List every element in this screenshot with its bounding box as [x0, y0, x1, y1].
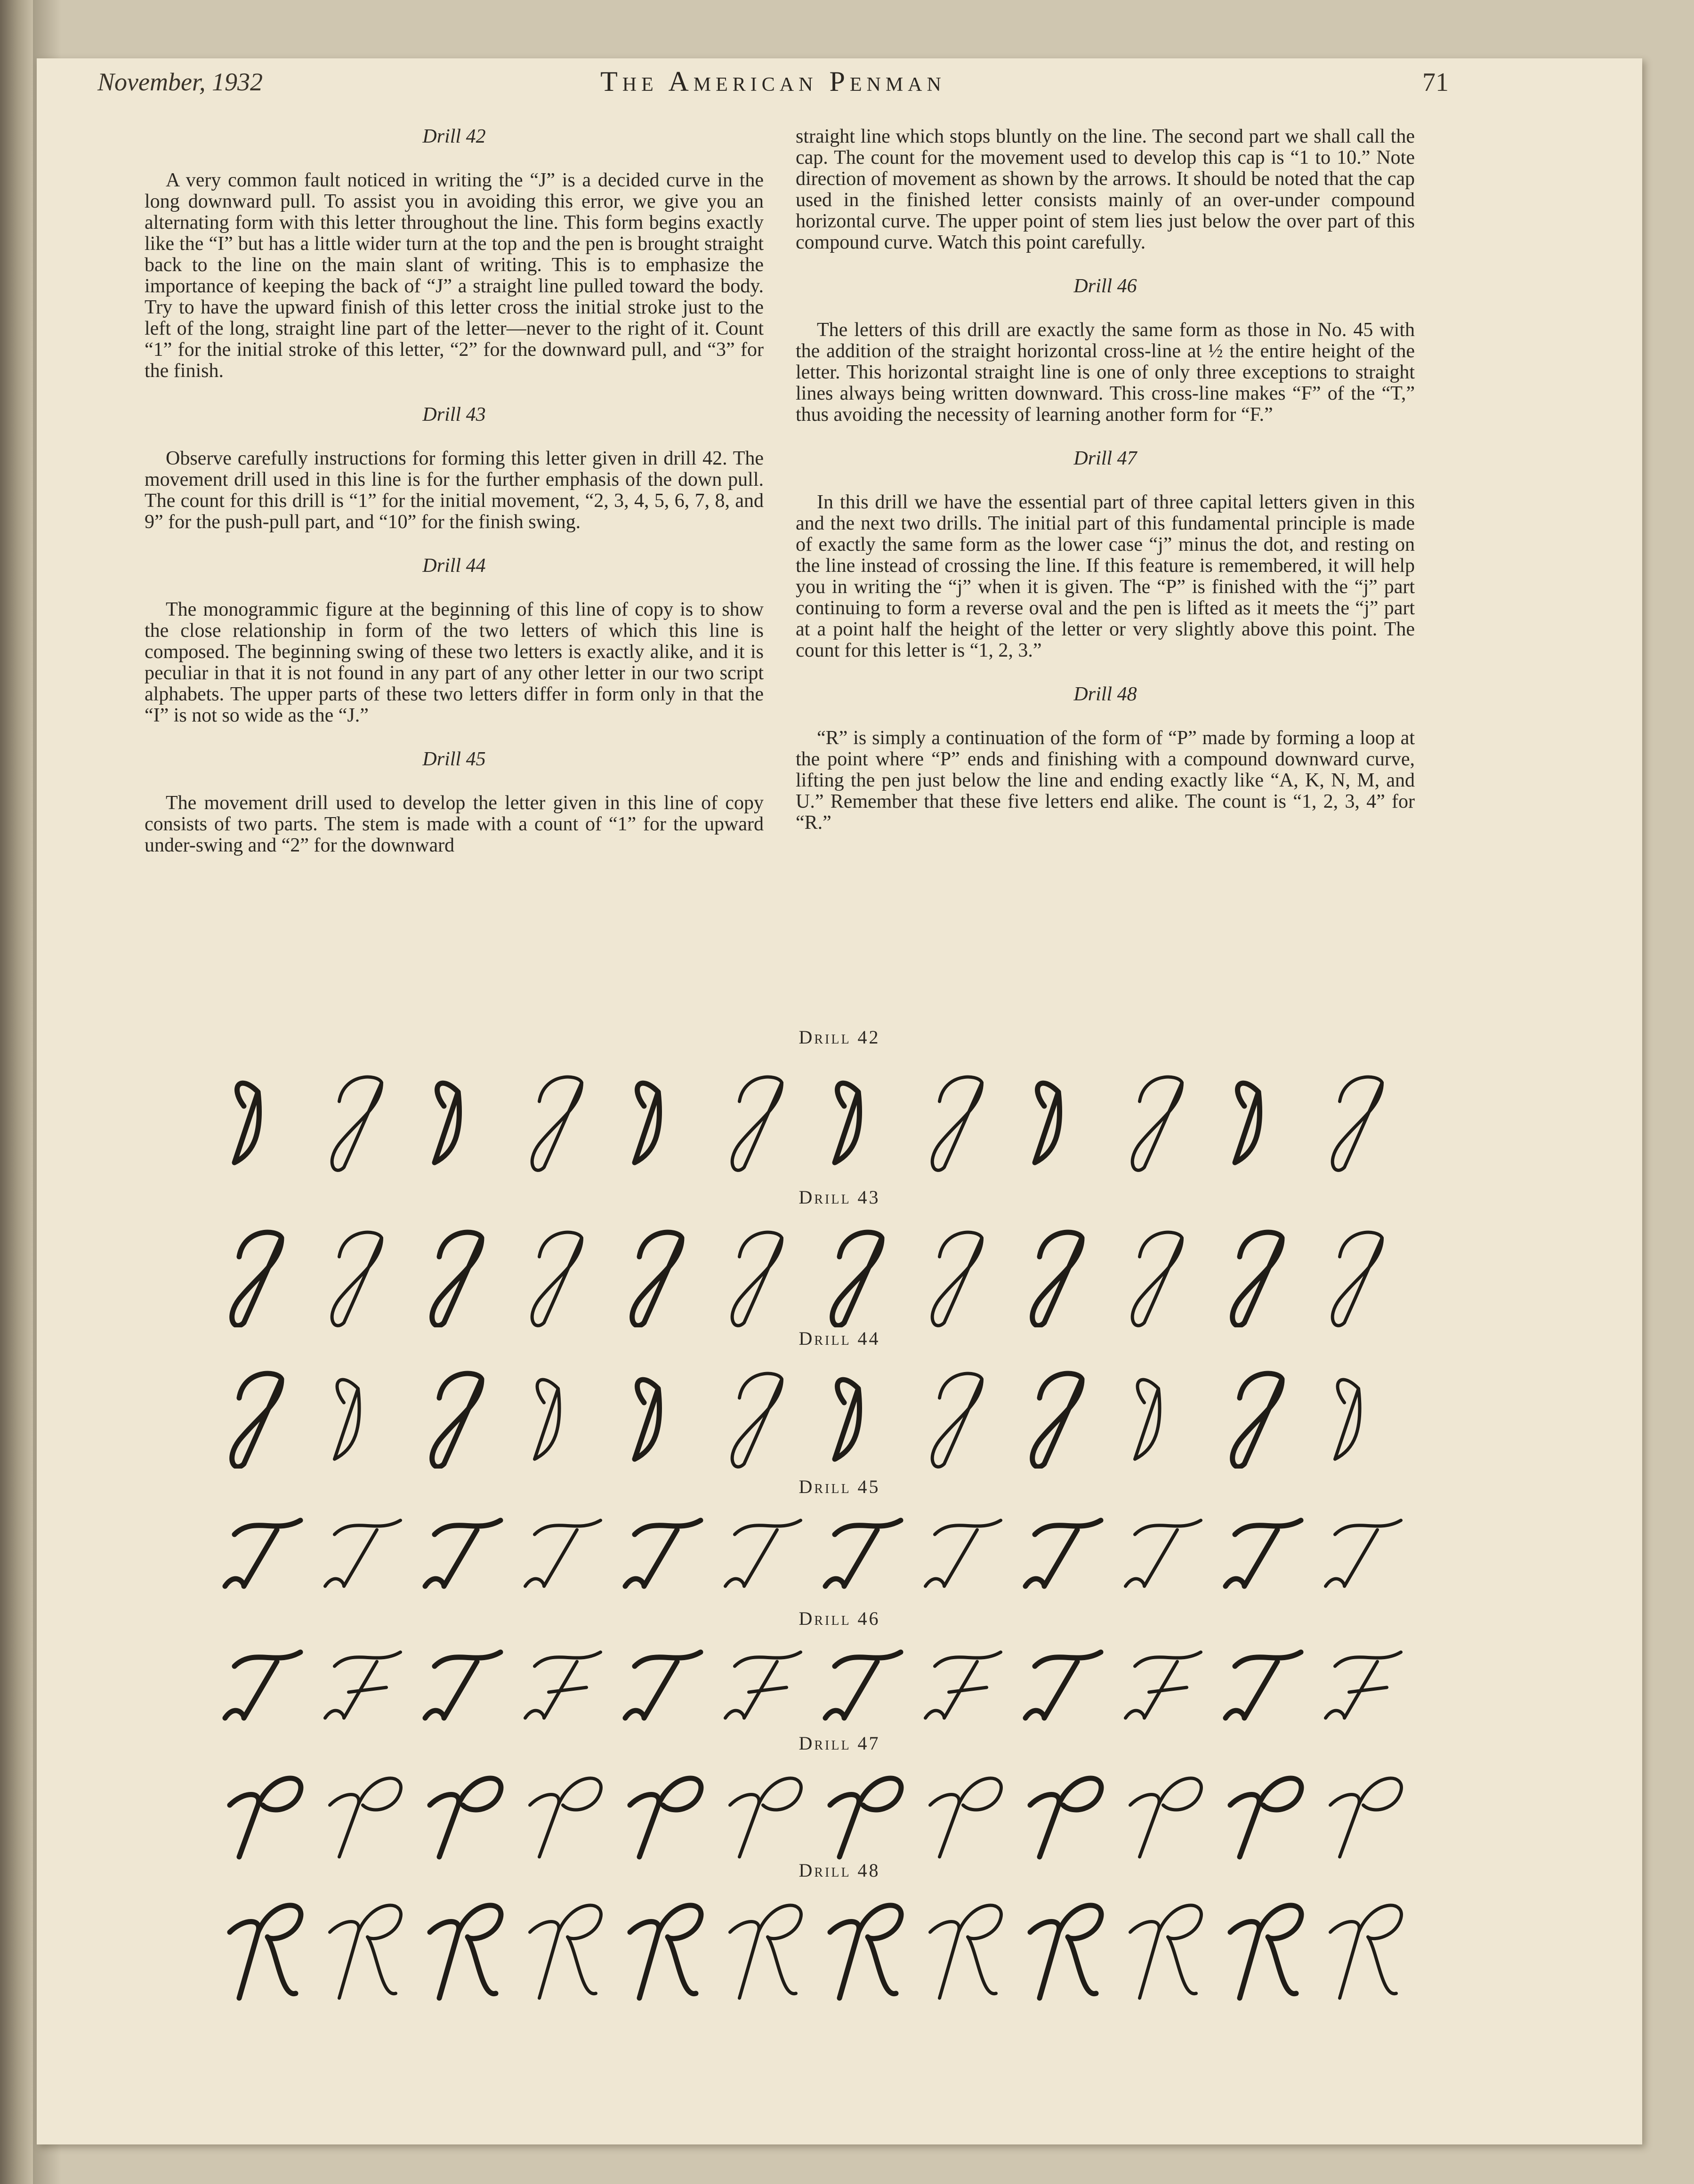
script-letter-i — [835, 1083, 860, 1163]
script-letter-i — [234, 1083, 259, 1163]
script-letter-j — [432, 1232, 482, 1325]
script-letter-t — [825, 1520, 901, 1586]
script-letter-r — [1030, 1905, 1101, 1998]
specimen-label: Drill 45 — [799, 1476, 880, 1497]
specimen-label: Drill 42 — [799, 1027, 880, 1048]
script-letter-j — [1033, 1232, 1082, 1325]
script-letter-r — [1331, 1905, 1402, 1998]
script-letter-i — [535, 1380, 560, 1459]
script-letter-p — [930, 1778, 1001, 1857]
drill-paragraph: The monogrammic figure at the beginning of this line of copy is to show the close relationship in form of the two letters of which this line is composed. The beginning swing of these two letters is exactly alike, and it is peculiar in that it is not found in any part of any other letter in our two script alphabets. The upper parts of these two letters differ in form only in that the “I” is not so wide as the “J.” — [145, 599, 764, 726]
script-letter-t — [1025, 1520, 1101, 1586]
left-column — [145, 126, 764, 879]
drill-paragraph: “R” is simply a continuation of the form of “P” made by forming a loop at the point where “P” ends and finishing with a compound downward curve, lifting the pen just below the line and ending exactly like “A, K, N, M, and U.” Remember that these five letters end alike. The count is “1, 2, 3, 4” for “R.” — [796, 727, 1415, 834]
script-letter-r — [530, 1905, 601, 1998]
script-letter-r — [430, 1905, 501, 1998]
script-letter-p — [530, 1778, 601, 1857]
script-letter-j — [332, 1232, 381, 1325]
script-letter-r — [830, 1905, 901, 1998]
header-date: November, 1932 — [97, 68, 263, 96]
drill-paragraph: Observe carefully instructions for forming this letter given in drill 42. The movement drill used in this line is for the further emphasis of the down pull. The count for this drill is “1” for the initial movement, “2, 3, 4, 5, 6, 7, 8, and 9” for the push-pull part, and “10” for the finish swing. — [145, 448, 764, 533]
script-letter-j — [932, 1373, 982, 1467]
script-letter-j — [732, 1373, 782, 1467]
drill-paragraph: A very common fault noticed in writing the “J” is a decided curve in the long downward pull. To assist you in avoiding this error, we give you an alternating form with this letter throughout the line. This form begins exactly like the “I” but has a little wider turn at the top and the pen is brought straight back to the line on the main slant of writing. This is to emphasize the importance of keeping the back of “J” a straight line pulled toward the body. Try to have the upward finish of this letter cross the initial stroke just to the left of the long, straight line part of the letter—never to the right of it. Count “1” for the initial stroke of this letter, “2” for the downward pull, and “3” for the finish. — [145, 169, 764, 382]
script-letter-t — [425, 1520, 500, 1586]
script-letter-j — [1233, 1232, 1282, 1325]
script-letter-r — [930, 1905, 1001, 1998]
drill-paragraph: The letters of this drill are exactly the same form as those in No. 45 with the addition of the straight horizontal cross-line at ½ the entire height of the letter. This horizontal straight line is one of only three exceptions to straight lines always being written downward. This cross-line makes “F” of the “T,” thus avoiding the necessity of learning another form for “F.” — [796, 319, 1415, 426]
script-letter-t — [1226, 1652, 1301, 1718]
script-letter-p — [830, 1778, 901, 1857]
script-letter-f — [726, 1652, 801, 1718]
script-letter-i — [835, 1380, 860, 1459]
script-letter-t — [825, 1652, 901, 1718]
drill-paragraph: In this drill we have the essential part of three capital letters given in this and the next two drills. The initial part of this fundamental principle is made of exactly the same form as the lower case “j” minus the dot, and resting on the line instead of crossing the line. If this feature is remembered, it will help you in writing the “j” when it is given. The “P” is finished with the “j” part continuing to form a reverse oval and the pen is lifted as it meets the “j” part at a point half the height of the letter or very slightly above this point. The count for this letter is “1, 2, 3.” — [796, 491, 1415, 661]
drill-heading: Drill 46 — [1073, 275, 1137, 297]
script-letter-p — [730, 1778, 801, 1857]
script-letter-j — [732, 1077, 782, 1170]
script-letter-p — [1130, 1778, 1202, 1857]
script-letter-j — [932, 1077, 982, 1170]
drill-heading: Drill 43 — [422, 404, 486, 426]
script-letter-j — [1132, 1232, 1182, 1325]
script-letter-i — [1035, 1083, 1060, 1163]
running-header — [97, 67, 1449, 105]
specimen-label: Drill 46 — [799, 1608, 880, 1629]
script-letter-r — [730, 1905, 801, 1998]
script-letter-t — [225, 1652, 300, 1718]
script-letter-i — [435, 1083, 460, 1163]
drill-paragraph-continued: straight line which stops bluntly on the line. The second part we shall call the cap. The count for the movement used to develop this cap is “1 to 10.” Note direction of movement as shown by the arrows. It should be noted that the cap used in the finished letter consists mainly of an over-under compound horizontal curve. The upper point of stem lies just below the over part of this compound curve. Watch this point carefully. — [796, 126, 1415, 253]
script-letter-j — [1132, 1077, 1182, 1170]
drill-heading: Drill 44 — [422, 555, 486, 577]
script-letter-j — [932, 1232, 982, 1325]
script-letter-p — [330, 1778, 401, 1857]
script-letter-r — [1230, 1905, 1301, 1998]
drill-paragraph: The movement drill used to develop the letter given in this line of copy consists of two parts. The stem is made with a count of “1” for the upward under-swing and “2” for the downward — [145, 792, 764, 856]
script-letter-j — [232, 1232, 282, 1325]
script-letter-j — [1332, 1232, 1382, 1325]
drill-heading: Drill 47 — [1073, 448, 1137, 469]
drill-heading: Drill 48 — [1073, 683, 1137, 705]
script-letter-i — [635, 1380, 660, 1459]
script-letter-i — [1135, 1380, 1160, 1459]
right-column — [796, 126, 1415, 856]
script-letter-r — [1130, 1905, 1202, 1998]
script-letter-i — [1235, 1083, 1260, 1163]
script-letter-r — [230, 1905, 301, 1998]
specimen-label: Drill 43 — [799, 1187, 880, 1208]
script-letter-j — [832, 1232, 882, 1325]
script-letter-j — [1233, 1373, 1282, 1467]
script-letter-f — [525, 1652, 601, 1718]
script-letter-f — [926, 1652, 1001, 1718]
script-letter-j — [532, 1232, 581, 1325]
drill-heading: Drill 42 — [422, 126, 486, 147]
specimen-row-drill-44 — [37, 1356, 1642, 1469]
specimen-row-drill-46 — [37, 1633, 1642, 1727]
specimen-label: Drill 48 — [799, 1860, 880, 1881]
script-letter-t — [926, 1520, 1001, 1586]
specimen-row-drill-43 — [37, 1214, 1642, 1327]
script-letter-p — [630, 1778, 701, 1857]
script-letter-p — [230, 1778, 301, 1857]
script-letter-t — [1126, 1520, 1201, 1586]
script-letter-i — [335, 1380, 360, 1459]
script-letter-p — [1030, 1778, 1101, 1857]
script-letter-t — [726, 1520, 801, 1586]
penmanship-specimens — [37, 1026, 1642, 2123]
script-letter-t — [625, 1520, 701, 1586]
script-letter-j — [1332, 1077, 1382, 1170]
script-letter-t — [1326, 1520, 1401, 1586]
specimen-row-drill-47 — [37, 1758, 1642, 1866]
script-letter-j — [1033, 1373, 1082, 1467]
script-letter-r — [330, 1905, 401, 1998]
script-letter-t — [625, 1652, 701, 1718]
script-letter-i — [635, 1083, 660, 1163]
script-letter-j — [532, 1077, 581, 1170]
script-letter-j — [732, 1232, 782, 1325]
script-letter-t — [1226, 1520, 1301, 1586]
script-letter-t — [425, 1652, 500, 1718]
drill-heading: Drill 45 — [422, 748, 486, 770]
script-letter-f — [325, 1652, 401, 1718]
header-title: The American Penman — [600, 66, 946, 97]
script-letter-f — [1326, 1652, 1401, 1718]
book-binding — [0, 0, 33, 2184]
specimen-row-drill-48 — [37, 1885, 1642, 2007]
script-letter-t — [325, 1520, 401, 1586]
script-letter-j — [632, 1232, 682, 1325]
specimen-row-drill-42 — [37, 1059, 1642, 1172]
script-letter-p — [1230, 1778, 1301, 1857]
specimen-label: Drill 47 — [799, 1733, 880, 1754]
page-number: 71 — [1422, 68, 1449, 97]
script-letter-p — [1331, 1778, 1402, 1857]
specimen-label: Drill 44 — [799, 1328, 880, 1349]
script-letter-i — [1335, 1380, 1360, 1459]
specimen-row-drill-45 — [37, 1502, 1642, 1596]
script-letter-t — [225, 1520, 300, 1586]
script-letter-j — [332, 1077, 381, 1170]
script-letter-r — [630, 1905, 701, 1998]
script-letter-j — [432, 1373, 482, 1467]
script-letter-p — [430, 1778, 501, 1857]
script-letter-f — [1126, 1652, 1201, 1718]
script-letter-t — [1025, 1652, 1101, 1718]
script-letter-j — [232, 1373, 282, 1467]
script-letter-t — [525, 1520, 601, 1586]
